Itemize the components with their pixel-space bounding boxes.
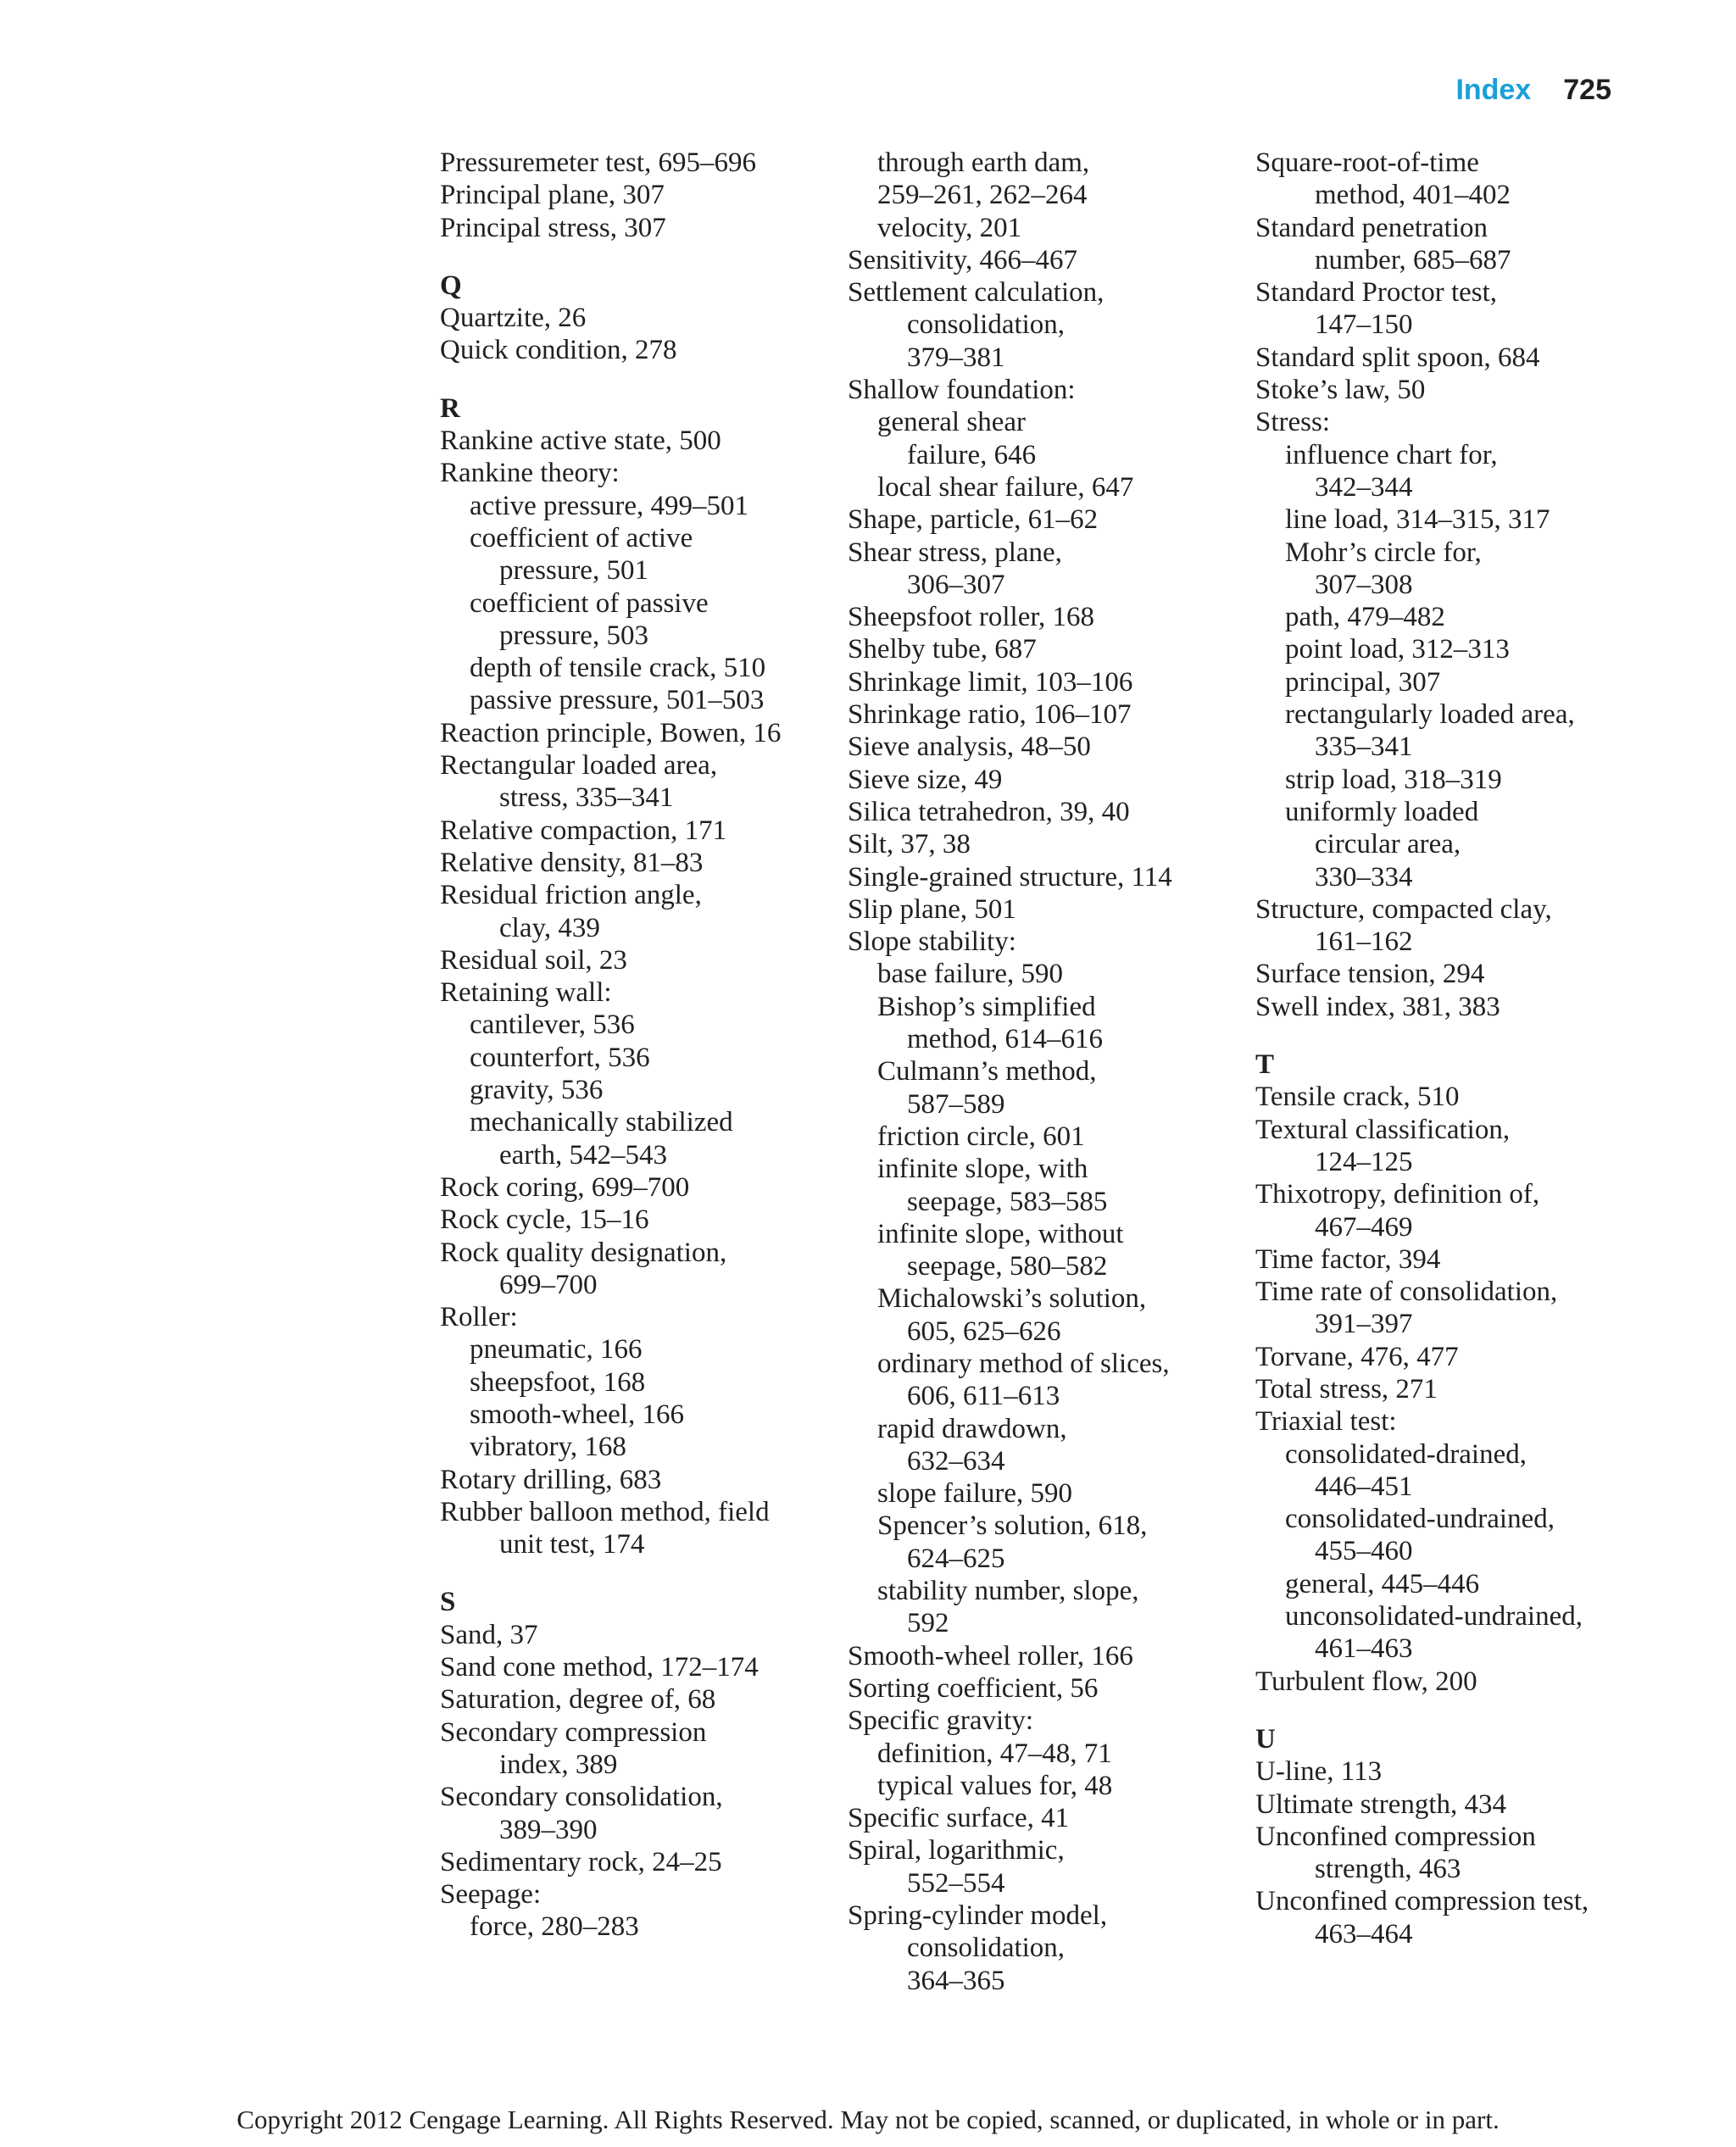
- index-subentry: uniformly loaded: [1285, 796, 1479, 827]
- running-header: [1455, 73, 1611, 107]
- index-subentry: strength, 463: [1315, 1854, 1461, 1885]
- index-entry: Silt, 37, 38: [848, 829, 971, 860]
- index-subentry: 342–344: [1315, 471, 1413, 503]
- index-entry: Square-root-of-time: [1255, 147, 1479, 178]
- index-letter-heading: U: [1255, 1723, 1276, 1755]
- index-entry: Sorting coefficient, 56: [848, 1672, 1099, 1704]
- index-entry: Time rate of consolidation,: [1255, 1277, 1558, 1308]
- index-entry: Sheepsfoot roller, 168: [848, 602, 1095, 633]
- index-entry: Sieve analysis, 48–50: [848, 731, 1091, 763]
- index-entry: Total stress, 271: [1255, 1373, 1438, 1404]
- index-subentry: 335–341: [1315, 731, 1413, 763]
- index-entry: Relative compaction, 171: [440, 815, 727, 846]
- index-subentry: Culmann’s method,: [877, 1056, 1097, 1087]
- index-subentry: unconsolidated-undrained,: [1285, 1601, 1583, 1632]
- index-subentry: failure, 646: [907, 439, 1037, 470]
- index-subentry: line load, 314–315, 317: [1285, 504, 1550, 536]
- index-entry: Spiral, logarithmic,: [848, 1835, 1065, 1866]
- index-subentry: 259–261, 262–264: [877, 180, 1088, 211]
- index-subentry: passive pressure, 501–503: [470, 685, 765, 716]
- index-subentry: general shear: [877, 407, 1026, 438]
- index-subentry: vibratory, 168: [470, 1432, 626, 1463]
- index-subentry: active pressure, 499–501: [470, 490, 748, 521]
- index-entry: Saturation, degree of, 68: [440, 1684, 716, 1716]
- index-entry: Unconfined compression: [1255, 1821, 1536, 1852]
- index-subentry: rectangularly loaded area,: [1285, 699, 1575, 731]
- index-entry: Reaction principle, Bowen, 16: [440, 717, 782, 748]
- index-subentry: 161–162: [1315, 926, 1413, 958]
- index-subentry: Spencer’s solution, 618,: [877, 1510, 1148, 1542]
- index-subentry: consolidated-drained,: [1285, 1438, 1527, 1470]
- index-subentry: coefficient of active: [470, 522, 693, 553]
- index-entry: Surface tension, 294: [1255, 959, 1485, 990]
- index-subentry: definition, 47–48, 71: [877, 1738, 1112, 1769]
- index-entry: Rankine active state, 500: [440, 426, 721, 457]
- index-entry: Sensitivity, 466–467: [848, 244, 1078, 275]
- index-subentry: consolidated-undrained,: [1285, 1504, 1555, 1535]
- index-letter-heading: S: [440, 1587, 456, 1618]
- index-subentry: 391–397: [1315, 1309, 1413, 1340]
- index-column-1: [440, 147, 847, 1944]
- index-entry: Retaining wall:: [440, 977, 612, 1009]
- copyright-footer: Copyright 2012 Cengage Learning. All Rights Reserved. May not be copied, scanned, or duplicated, in whole or in part.: [236, 2105, 1500, 2134]
- index-subentry: velocity, 201: [877, 212, 1022, 243]
- index-entry: Principal stress, 307: [440, 212, 666, 243]
- index-subentry: 307–308: [1315, 569, 1413, 600]
- index-entry: Settlement calculation,: [848, 277, 1104, 309]
- index-subentry: seepage, 583–585: [907, 1186, 1108, 1217]
- index-entry: Rectangular loaded area,: [440, 750, 718, 781]
- index-subentry: 389–390: [499, 1814, 598, 1845]
- index-entry: Stoke’s law, 50: [1255, 375, 1426, 406]
- index-subentry: earth, 542–543: [499, 1139, 667, 1171]
- index-subentry: Michalowski’s solution,: [877, 1283, 1147, 1315]
- index-subentry: rapid drawdown,: [877, 1413, 1067, 1444]
- index-subentry: force, 280–283: [470, 1911, 639, 1943]
- index-subentry: pneumatic, 166: [470, 1334, 643, 1366]
- index-entry: Slip plane, 501: [848, 893, 1016, 925]
- index-subentry: general, 445–446: [1285, 1568, 1480, 1599]
- index-subentry: 461–463: [1315, 1633, 1413, 1665]
- index-subentry: 592: [907, 1608, 949, 1639]
- index-entry: Relative density, 81–83: [440, 847, 704, 878]
- index-entry: Sand cone method, 172–174: [440, 1652, 759, 1683]
- index-entry: Rubber balloon method, field: [440, 1496, 770, 1527]
- index-entry: Structure, compacted clay,: [1255, 893, 1552, 925]
- index-subentry: cantilever, 536: [470, 1010, 635, 1041]
- index-subentry: 379–381: [907, 342, 1005, 373]
- index-entry: Roller:: [440, 1302, 518, 1333]
- index-column-2: [848, 147, 1255, 1997]
- index-subentry: pressure, 501: [499, 555, 648, 587]
- index-subentry: infinite slope, with: [877, 1154, 1088, 1185]
- index-letter-heading: T: [1255, 1049, 1275, 1081]
- index-letter-heading: R: [440, 392, 460, 424]
- index-entry: Pressuremeter test, 695–696: [440, 147, 757, 178]
- index-subentry: method, 614–616: [907, 1024, 1103, 1055]
- index-entry: Shrinkage limit, 103–106: [848, 666, 1133, 698]
- index-subentry: 605, 625–626: [907, 1315, 1061, 1347]
- index-entry: Sand, 37: [440, 1619, 538, 1650]
- index-subentry: principal, 307: [1285, 666, 1441, 698]
- index-subentry: local shear failure, 647: [877, 471, 1134, 503]
- index-entry: Principal plane, 307: [440, 180, 665, 211]
- index-subentry: mechanically stabilized: [470, 1107, 733, 1138]
- index-subentry: 632–634: [907, 1445, 1005, 1477]
- index-subentry: typical values for, 48: [877, 1770, 1113, 1801]
- index-subentry: coefficient of passive: [470, 587, 709, 619]
- index-entry: Turbulent flow, 200: [1255, 1666, 1477, 1697]
- index-entry: Standard split spoon, 684: [1255, 342, 1540, 373]
- index-entry: Residual soil, 23: [440, 944, 627, 976]
- index-entry: Standard Proctor test,: [1255, 277, 1498, 309]
- index-entry: Specific surface, 41: [848, 1803, 1070, 1834]
- index-entry: Rock quality designation,: [440, 1237, 727, 1268]
- index-subentry: 624–625: [907, 1543, 1005, 1574]
- index-entry: Silica tetrahedron, 39, 40: [848, 796, 1130, 827]
- index-subentry: clay, 439: [499, 912, 600, 943]
- index-entry: Tensile crack, 510: [1255, 1082, 1460, 1113]
- index-subentry: gravity, 536: [470, 1075, 604, 1106]
- index-entry: Shrinkage ratio, 106–107: [848, 699, 1132, 731]
- index-entry: Stress:: [1255, 407, 1331, 438]
- index-subentry: 587–589: [907, 1088, 1005, 1120]
- index-subentry: 606, 611–613: [907, 1381, 1060, 1412]
- index-entry: Secondary consolidation,: [440, 1782, 723, 1813]
- index-entry: Textural classification,: [1255, 1114, 1511, 1145]
- index-entry: Spring-cylinder model,: [848, 1900, 1108, 1932]
- index-entry: Specific gravity:: [848, 1705, 1034, 1737]
- index-subentry: ordinary method of slices,: [877, 1348, 1170, 1379]
- index-entry: Single-grained structure, 114: [848, 861, 1172, 893]
- index-entry: Rotary drilling, 683: [440, 1464, 662, 1495]
- index-subentry: 463–464: [1315, 1918, 1413, 1950]
- index-entry: Seepage:: [440, 1879, 542, 1911]
- index-subentry: 330–334: [1315, 861, 1413, 893]
- index-entry: Swell index, 381, 383: [1255, 991, 1500, 1022]
- index-entry: Secondary compression: [440, 1716, 707, 1748]
- index-subentry: 699–700: [499, 1269, 598, 1300]
- index-subentry: consolidation,: [907, 1933, 1066, 1964]
- index-subentry: stability number, slope,: [877, 1576, 1139, 1607]
- index-entry: Slope stability:: [848, 926, 1016, 958]
- index-subentry: pressure, 503: [499, 620, 648, 651]
- index-subentry: counterfort, 536: [470, 1042, 650, 1073]
- index-subentry: smooth-wheel, 166: [470, 1399, 684, 1430]
- index-entry: Shear stress, plane,: [848, 537, 1062, 568]
- index-entry: Sedimentary rock, 24–25: [440, 1846, 722, 1877]
- index-entry: Triaxial test:: [1255, 1406, 1397, 1438]
- index-entry: Unconfined compression test,: [1255, 1886, 1589, 1917]
- index-subentry: influence chart for,: [1285, 439, 1498, 470]
- index-entry: Standard penetration: [1255, 212, 1488, 243]
- index-subentry: number, 685–687: [1315, 244, 1511, 275]
- index-subentry: infinite slope, without: [877, 1218, 1124, 1249]
- index-entry: Rock coring, 699–700: [440, 1171, 690, 1203]
- index-subentry: path, 479–482: [1285, 602, 1445, 633]
- index-entry: Rock cycle, 15–16: [440, 1204, 649, 1236]
- page-number: 725: [1563, 74, 1611, 106]
- index-subentry: circular area,: [1315, 829, 1461, 860]
- index-subentry: 455–460: [1315, 1536, 1413, 1567]
- index-subentry: friction circle, 601: [877, 1121, 1085, 1152]
- index-subentry: seepage, 580–582: [907, 1251, 1108, 1282]
- index-subentry: base failure, 590: [877, 959, 1063, 990]
- index-entry: Quartzite, 26: [440, 303, 587, 334]
- index-subentry: strip load, 318–319: [1285, 764, 1502, 795]
- index-entry: Ultimate strength, 434: [1255, 1788, 1507, 1820]
- index-subentry: 446–451: [1315, 1471, 1413, 1502]
- index-subentry: 124–125: [1315, 1146, 1413, 1177]
- index-subentry: method, 401–402: [1315, 180, 1511, 211]
- index-subentry: through earth dam,: [877, 147, 1090, 178]
- index-subentry: sheepsfoot, 168: [470, 1366, 646, 1398]
- index-entry: Shallow foundation:: [848, 375, 1076, 406]
- index-entry: Thixotropy, definition of,: [1255, 1179, 1540, 1210]
- index-letter-heading: Q: [440, 270, 462, 301]
- index-subentry: slope failure, 590: [877, 1478, 1073, 1510]
- index-subentry: 306–307: [907, 569, 1005, 600]
- index-subentry: stress, 335–341: [499, 782, 674, 814]
- index-subentry: consolidation,: [907, 309, 1066, 341]
- index-subentry: Bishop’s simplified: [877, 991, 1096, 1022]
- index-subentry: depth of tensile crack, 510: [470, 653, 766, 684]
- index-subentry: 552–554: [907, 1867, 1005, 1899]
- index-entry: Shelby tube, 687: [848, 634, 1037, 665]
- index-subentry: 364–365: [907, 1965, 1005, 1996]
- index-subentry: Mohr’s circle for,: [1285, 537, 1482, 568]
- section-title: Index: [1455, 74, 1532, 106]
- index-subentry: unit test, 174: [499, 1529, 645, 1560]
- index-subentry: 467–469: [1315, 1211, 1413, 1243]
- index-entry: Smooth-wheel roller, 166: [848, 1640, 1133, 1671]
- index-entry: Shape, particle, 61–62: [848, 504, 1099, 536]
- index-entry: Torvane, 476, 477: [1255, 1341, 1459, 1372]
- index-subentry: point load, 312–313: [1285, 634, 1510, 665]
- index-column-3: [1255, 147, 1662, 1950]
- index-subentry: index, 389: [499, 1749, 618, 1780]
- index-subentry: 147–150: [1315, 309, 1413, 341]
- index-entry: Time factor, 394: [1255, 1243, 1441, 1275]
- index-entry: Rankine theory:: [440, 458, 620, 489]
- index-entry: U-line, 113: [1255, 1756, 1383, 1788]
- index-entry: Residual friction angle,: [440, 880, 702, 911]
- index-entry: Quick condition, 278: [440, 335, 677, 366]
- index-entry: Sieve size, 49: [848, 764, 1003, 795]
